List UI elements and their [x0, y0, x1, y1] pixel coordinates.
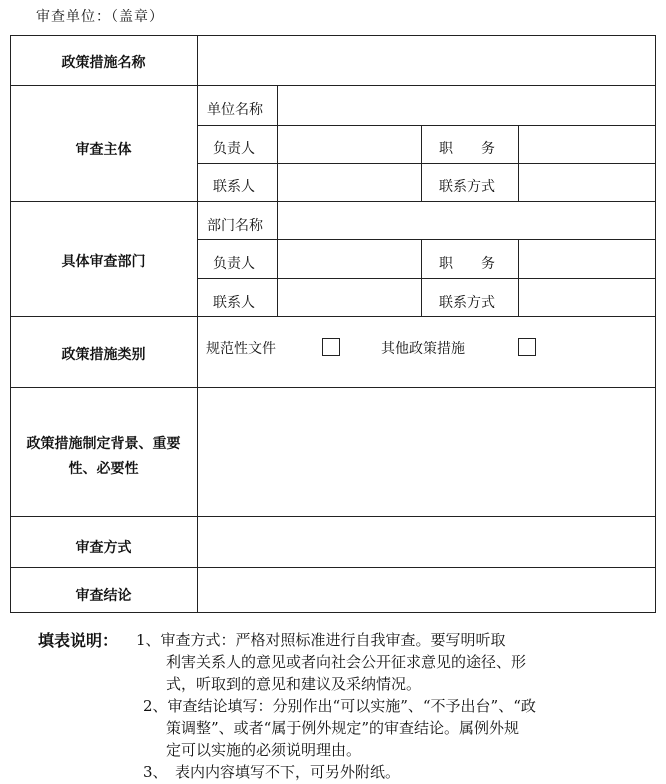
policy-name-label: 政策措施名称 — [61, 55, 146, 71]
instructions-title: 填表说明： — [38, 631, 119, 650]
subcol-divider — [421, 239, 422, 316]
dept-person-in-charge-label: 负责人 — [213, 256, 255, 272]
subcol-divider — [277, 201, 278, 316]
table-border-bottom — [10, 612, 656, 613]
subcol-divider — [518, 125, 519, 201]
subject-person-in-charge-label: 负责人 — [213, 141, 255, 157]
subject-contact-person-label: 联系人 — [213, 179, 255, 195]
subcol-divider — [518, 239, 519, 316]
dept-contact-person-label: 联系人 — [213, 295, 255, 311]
policy-name-input[interactable] — [198, 36, 655, 85]
instruction-2-line-2: 策调整”、或者“属于例外规定”的审查结论。属例外规 — [166, 719, 520, 737]
instruction-1-line-3: 式，听取到的意见和建议及采纳情况。 — [166, 675, 422, 693]
instruction-1-line-1: 1、审查方式：严格对照标准进行自我审查。要写明听取 — [136, 631, 506, 649]
table-border-left — [10, 35, 11, 613]
review-conclusion-label: 审查结论 — [75, 588, 132, 604]
other-policy-option-label: 其他政策措施 — [381, 341, 465, 357]
row-divider — [10, 316, 656, 317]
instruction-2-line-3: 定可以实施的必须说明理由。 — [166, 741, 362, 759]
dept-contact-method-label: 联系方式 — [439, 295, 495, 311]
normative-document-option-label: 规范性文件 — [206, 341, 276, 357]
subject-position-label: 职 务 — [439, 141, 495, 157]
normative-document-checkbox[interactable] — [322, 338, 340, 356]
row-divider — [10, 201, 656, 202]
unit-name-label: 单位名称 — [207, 102, 263, 118]
subrow-divider — [197, 163, 656, 164]
unit-name-input[interactable] — [278, 86, 655, 125]
review-subject-label: 审查主体 — [75, 142, 132, 158]
specific-department-label: 具体审查部门 — [61, 254, 146, 270]
subrow-divider — [197, 239, 656, 240]
review-conclusion-input[interactable] — [198, 568, 655, 612]
instruction-2-line-1: 2、审查结论填写：分别作出“可以实施”、“不予出台”、“政 — [143, 697, 536, 715]
instruction-3-line-1: 3、 表内内容填写不下，可另外附纸。 — [143, 763, 401, 781]
subject-contact-method-label: 联系方式 — [439, 179, 495, 195]
background-label — [10, 432, 197, 482]
other-policy-checkbox[interactable] — [518, 338, 536, 356]
subrow-divider — [197, 278, 656, 279]
background-label-line2: 性、必要性 — [68, 461, 139, 477]
instruction-1-line-2: 利害关系人的意见或者向社会公开征求意见的途径、形 — [166, 653, 527, 671]
review-method-label: 审查方式 — [75, 540, 132, 556]
subrow-divider — [197, 125, 656, 126]
background-input[interactable] — [198, 388, 655, 516]
table-border-right — [655, 35, 656, 613]
dept-name-label: 部门名称 — [207, 218, 263, 234]
policy-category-label: 政策措施类别 — [61, 347, 146, 363]
review-unit-header: 审查单位：（盖章） — [36, 9, 164, 25]
review-method-input[interactable] — [198, 517, 655, 567]
subcol-divider — [421, 125, 422, 201]
dept-position-label: 职 务 — [439, 256, 495, 272]
background-label-line1: 政策措施制定背景、重要 — [26, 436, 181, 452]
